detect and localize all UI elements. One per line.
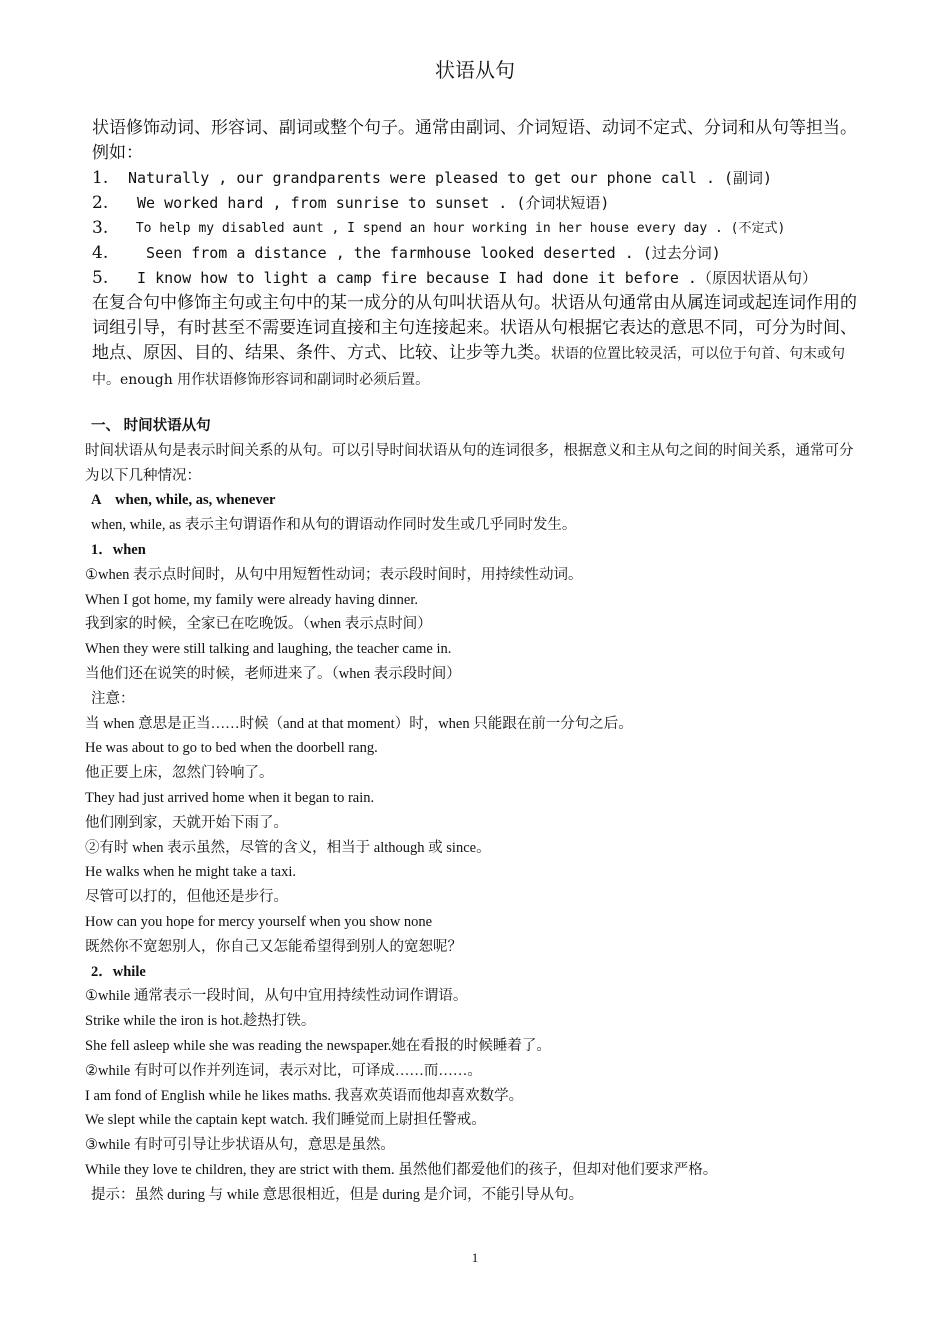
page-title: 状语从句 <box>435 58 515 82</box>
text-line: Strike while the iron is hot.趁热打铁。 <box>85 1013 316 1030</box>
example-item <box>92 166 862 191</box>
text-line: ①when 表示点时间时，从句中用短暂性动词；表示段时间时，用持续性动词。 <box>85 566 583 583</box>
text-line: 当 when 意思是正当……时候（and at that moment）时，when 只能跟在前一分句之后。 <box>85 715 633 732</box>
text-line: 提示：虽然 during 与 while 意思很相近，但是 during 是介词，不能引导从句。 <box>91 1186 584 1203</box>
example-text: We worked hard , from sunrise to sunset . (介词状短语) <box>128 194 610 212</box>
section-description-text: 时间状语从句是表示时间关系的从句。可以引导时间状语从句的连词很多，根据意义和主从句之间的时间关系，通常可分为以下几种情况： <box>85 442 854 484</box>
text-line: He was about to go to bed when the doorbell rang. <box>85 740 378 757</box>
text-line: I am fond of English while he likes maths. 我喜欢英语而他却喜欢数学。 <box>85 1087 524 1104</box>
subsection-heading-a: A when, while, as, whenever <box>91 492 276 509</box>
example-item <box>92 241 862 266</box>
text-line: 当他们还在说笑的时候，老师进来了。（when 表示段时间） <box>85 665 461 682</box>
example-item <box>92 216 862 241</box>
text-line: While they love te children, they are strict with them. 虽然他们都爱他们的孩子，但却对他们要求严格。 <box>85 1161 718 1178</box>
intro-section <box>92 116 862 393</box>
intro-paragraph-2 <box>92 291 862 393</box>
text-line: ③while 有时可引导让步状语从句，意思是虽然。 <box>85 1137 395 1154</box>
subsection-heading: 1．when <box>91 541 146 558</box>
subsection-a-description: when, while, as 表示主句谓语作和从句的谓语动作同时发生或几乎同时发生。 <box>91 517 577 534</box>
text-line: He walks when he might take a taxi. <box>85 864 296 881</box>
section-description <box>85 439 865 489</box>
text-line: She fell asleep while she was reading the newspaper.她在看报的时候睡着了。 <box>85 1037 551 1054</box>
text-line: 既然你不宽恕别人，你自己又怎能希望得到别人的宽恕呢？ <box>85 938 462 955</box>
text-line: 他们刚到家，天就开始下雨了。 <box>85 814 288 831</box>
text-line: 我到家的时候，全家已在吃晚饭。（when 表示点时间） <box>85 616 432 633</box>
example-number: 3. <box>92 218 109 238</box>
subsection-heading: 2．while <box>91 963 146 980</box>
text-line: When they were still talking and laughing, the teacher came in. <box>85 641 452 658</box>
example-text: I know how to light a camp fire because I had done it before .（原因状语从句） <box>128 269 817 287</box>
example-text: Naturally , our grandparents were pleased to get our phone call . (副词) <box>128 169 773 187</box>
text-line: They had just arrived home when it began to rain. <box>85 789 375 806</box>
section-lines <box>85 538 865 1208</box>
example-item <box>92 191 862 216</box>
section-heading: 一、 时间状语从句 <box>91 418 211 434</box>
text-line: 注意： <box>91 690 135 707</box>
section-time-clauses <box>85 414 865 1208</box>
intro-paragraph-2-note: 状语的位置比较灵活，可以位于句首、句末或句中。enough 用作状语修饰形容词和副词时必须后置。 <box>92 346 845 388</box>
text-line: We slept while the captain kept watch. 我们睡觉而上尉担任警戒。 <box>85 1112 486 1129</box>
text-line: 他正要上床，忽然门铃响了。 <box>85 765 274 782</box>
example-text: To help my disabled aunt , I spend an hour working in her house every day . (不定式) <box>128 221 786 236</box>
example-number: 4. <box>92 243 109 263</box>
intro-paragraph-2-main: 在复合句中修饰主句或主句中的某一成分的从句叫状语从句。状语从句通常由从属连词或起连词作用的词组引导，有时甚至不需要连词直接和主句连接起来。状语从句根据它表达的意思不同，可分为时间、地点、原因、目的、结果、条件、方式、比较、让步等九类。 <box>92 293 857 363</box>
text-line: ②while 有时可以作并列连词，表示对比，可译成……而……。 <box>85 1062 482 1079</box>
example-number: 5. <box>92 268 109 288</box>
text-line: ②有时 when 表示虽然，尽管的含义，相当于 although 或 since。 <box>85 839 491 856</box>
example-list <box>92 166 862 291</box>
example-text: Seen from a distance , the farmhouse looked deserted . (过去分词) <box>128 244 721 262</box>
text-line: When I got home, my family were already having dinner. <box>85 591 418 608</box>
example-number: 1. <box>92 168 109 188</box>
text-line: 尽管可以打的，但他还是步行。 <box>85 889 288 906</box>
text-line: ①while 通常表示一段时间，从句中宜用持续性动词作谓语。 <box>85 988 468 1005</box>
text-line: How can you hope for mercy yourself when you show none <box>85 913 433 930</box>
example-item <box>92 266 862 291</box>
intro-paragraph: 状语修饰动词、形容词、副词或整个句子。通常由副词、介词短语、动词不定式、分词和从句等担当。例如： <box>92 118 857 163</box>
page-number: 1 <box>471 1250 479 1265</box>
example-number: 2. <box>92 193 109 213</box>
